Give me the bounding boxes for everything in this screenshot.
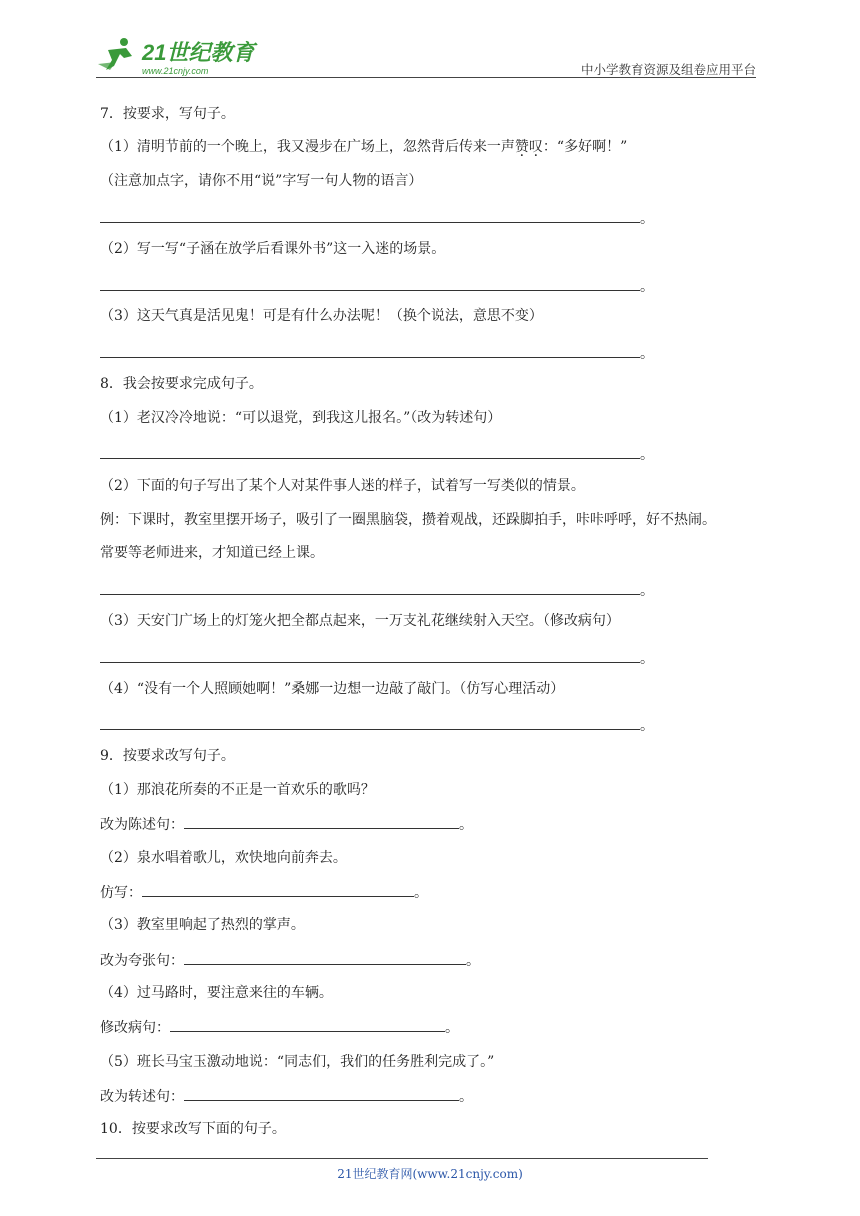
- q9-s1: （1）那浪花所奏的不正是一首欢乐的歌吗？: [100, 782, 375, 798]
- q9-s1-answer: 改为陈述句： 。: [100, 814, 473, 835]
- q8-s2-example: 例：下课时，教室里摆开场子，吸引了一圈黑脑袋，攒着观战，还跺脚拍手，咔咔呼呼，好不热闹。: [100, 512, 716, 528]
- q8-s3: （3）天安门广场上的灯笼火把全都点起来，一万支礼花继续射入天空。（修改病句）: [100, 613, 620, 629]
- answer-line[interactable]: [100, 580, 640, 595]
- q9-s2: （2）泉水唱着歌儿，欢快地向前奔去。: [100, 850, 347, 866]
- answer-blank[interactable]: [184, 1086, 459, 1101]
- q9-s4: （4）过马路时，要注意来往的车辆。: [100, 985, 333, 1001]
- q9-s3-answer: 改为夸张句： 。: [100, 950, 480, 971]
- answer-blank[interactable]: [142, 882, 414, 897]
- q8-title: 8．我会按要求完成句子。: [100, 376, 263, 392]
- q10-title: 10．按要求改写下面的句子。: [100, 1121, 286, 1137]
- svg-text:www.21cnjy.com: www.21cnjy.com: [142, 66, 209, 76]
- svg-text:21世纪教育: 21世纪教育: [142, 40, 255, 65]
- q7-s1: （1）清明节前的一个晚上，我又漫步在广场上，忽然背后传来一声赞叹：“多好啊！”: [100, 139, 628, 155]
- answer-blank[interactable]: [184, 814, 459, 829]
- q9-title: 9．按要求改写句子。: [100, 748, 235, 764]
- q7-s2: （2）写一写“子涵在放学后看课外书”这一入迷的场景。: [100, 241, 446, 257]
- logo: [96, 36, 266, 78]
- q9-s5: （5）班长马宝玉激动地说：“同志们，我们的任务胜利完成了。”: [100, 1054, 495, 1070]
- q7-s3: （3）这天气真是活见鬼！可是有什么办法呢！（换个说法，意思不变）: [100, 308, 543, 324]
- q9-s3: （3）教室里响起了热烈的掌声。: [100, 917, 305, 933]
- q9-s5-answer: 改为转述句： 。: [100, 1086, 473, 1107]
- answer-line[interactable]: [100, 648, 640, 663]
- q8-s2-example-cont: 常要等老师进来，才知道已经上课。: [100, 545, 324, 561]
- q8-s1: （1）老汉冷冷地说：“可以退党，到我这儿报名。”（改为转述句）: [100, 410, 502, 426]
- footer-divider: [96, 1158, 708, 1159]
- q7-s1-note: （注意加点字，请你不用“说”字写一句人物的语言）: [100, 173, 423, 189]
- answer-line[interactable]: [100, 715, 640, 730]
- answer-line[interactable]: [100, 276, 640, 291]
- q8-s4: （4）“没有一个人照顾她啊！”桑娜一边想一边敲了敲门。（仿写心理活动）: [100, 681, 565, 697]
- answer-line[interactable]: [100, 444, 640, 459]
- answer-blank[interactable]: [184, 950, 466, 965]
- q8-s2: （2）下面的句子写出了某个人对某件事人迷的样子，试着写一写类似的情景。: [100, 478, 585, 494]
- q7-title: 7．按要求，写句子。: [100, 106, 235, 122]
- answer-line[interactable]: [100, 208, 640, 223]
- answer-blank[interactable]: [170, 1017, 445, 1032]
- footer-link[interactable]: 21世纪教育网(www.21cnjy.com): [337, 1167, 523, 1181]
- header-platform-text: 中小学教育资源及组卷应用平台: [580, 62, 756, 77]
- answer-line[interactable]: [100, 343, 640, 358]
- header-divider: [96, 77, 756, 78]
- q9-s2-answer: 仿写： 。: [100, 882, 428, 903]
- q9-s4-answer: 修改病句： 。: [100, 1017, 459, 1038]
